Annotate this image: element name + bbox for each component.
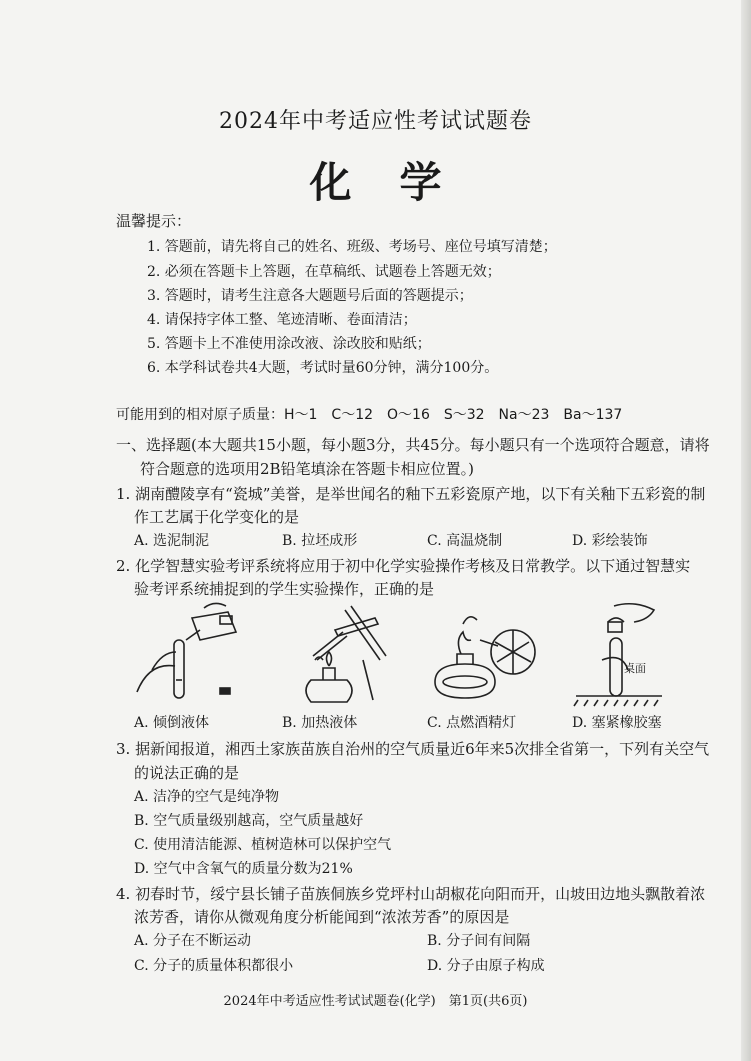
tip-item: 1. 答题前，请先将自己的姓名、班级、考场号、座位号填写清楚；: [147, 239, 557, 255]
q1-stem-cont: 作工艺属于化学变化的是: [134, 508, 300, 526]
tip-item: 4. 请保持字体工整、笔迹清晰、卷面清洁；: [147, 312, 417, 328]
tip-item: 2. 必须在答题卡上答题，在草稿纸、试题卷上答题无效；: [147, 264, 501, 280]
q3-stem-cont: 的说法正确的是: [134, 764, 240, 782]
q2-stem: 2. 化学智慧实验考评系统将应用于初中化学实验操作考核及日常教学。以下通过智慧实: [116, 557, 691, 575]
q1-option-a: A. 选泥制泥: [134, 533, 210, 549]
q4-stem: 4. 初春时节，绥宁县长铺子苗族侗族乡党坪村山胡椒花向阳而开，山坡田边地头飘散着浓: [116, 885, 706, 903]
subject-title: 化学: [309, 158, 490, 207]
q1-option-d: D. 彩绘装饰: [572, 533, 648, 549]
figure-lighting-lamp: [425, 600, 545, 710]
page-footer: 2024年中考适应性考试试题卷(化学) 第1页(共6页): [223, 994, 528, 1009]
q1-option-c: C. 高温烧制: [427, 533, 503, 549]
q2-option-a: A. 倾倒液体: [134, 715, 210, 731]
q1-stem: 1. 湖南醴陵享有“瓷城”美誉，是举世闻名的釉下五彩瓷原产地，以下有关釉下五彩瓷的制: [116, 485, 706, 503]
q2-option-d: D. 塞紧橡胶塞: [572, 715, 662, 731]
q2-option-b: B. 加热液体: [282, 715, 358, 731]
q4-stem-cont: 浓芳香，请你从微观角度分析能闻到“浓浓芳香”的原因是: [134, 908, 510, 926]
q3-stem: 3. 据新闻报道，湘西土家族苗族自治州的空气质量近6年来5次排全省第一，下列有关空气: [116, 740, 710, 758]
figure-desk-label: 桌面: [624, 662, 646, 675]
exam-title: 2024年中考适应性考试试题卷: [219, 109, 532, 134]
q4-option-b: B. 分子间有间隔: [427, 933, 531, 949]
q2-stem-cont: 验考评系统捕捉到的学生实验操作，正确的是: [134, 580, 435, 598]
q1-option-b: B. 拉坯成形: [282, 533, 358, 549]
q4-option-d: D. 分子由原子构成: [427, 958, 545, 974]
tips-heading: 温馨提示：: [116, 212, 192, 230]
q3-option-d: D. 空气中含氧气的质量分数为21%: [134, 861, 353, 877]
atomic-masses: 可能用到的相对原子质量：H～1 C～12 O～16 S～32 Na～23 Ba～137: [116, 407, 623, 423]
q4-option-c: C. 分子的质量体积都很小: [134, 958, 294, 974]
q3-option-b: B. 空气质量级别越高，空气质量越好: [134, 813, 364, 829]
q3-option-c: C. 使用清洁能源、植树造林可以保护空气: [134, 837, 392, 853]
section1-heading: 一、选择题(本大题共15小题，每小题3分，共45分。每小题只有一个选项符合题意，请将: [116, 436, 710, 454]
figure-inserting-stopper: [572, 600, 692, 710]
q4-option-a: A. 分子在不断运动: [134, 933, 252, 949]
figure-pouring-liquid: [132, 600, 252, 710]
q2-option-c: C. 点燃酒精灯: [427, 715, 517, 731]
tip-item: 3. 答题时，请考生注意各大题题号后面的答题提示；: [147, 288, 473, 304]
tip-item: 5. 答题卡上不准使用涂改液、涂改胶和贴纸；: [147, 336, 431, 352]
tip-item: 6. 本学科试卷共4大题，考试时量60分钟，满分100分。: [147, 360, 499, 376]
figure-heating-liquid: [285, 600, 395, 710]
q3-option-a: A. 洁净的空气是纯净物: [134, 789, 280, 805]
section1-heading-cont: 符合题意的选项用2B铅笔填涂在答题卡相应位置。): [140, 460, 474, 478]
